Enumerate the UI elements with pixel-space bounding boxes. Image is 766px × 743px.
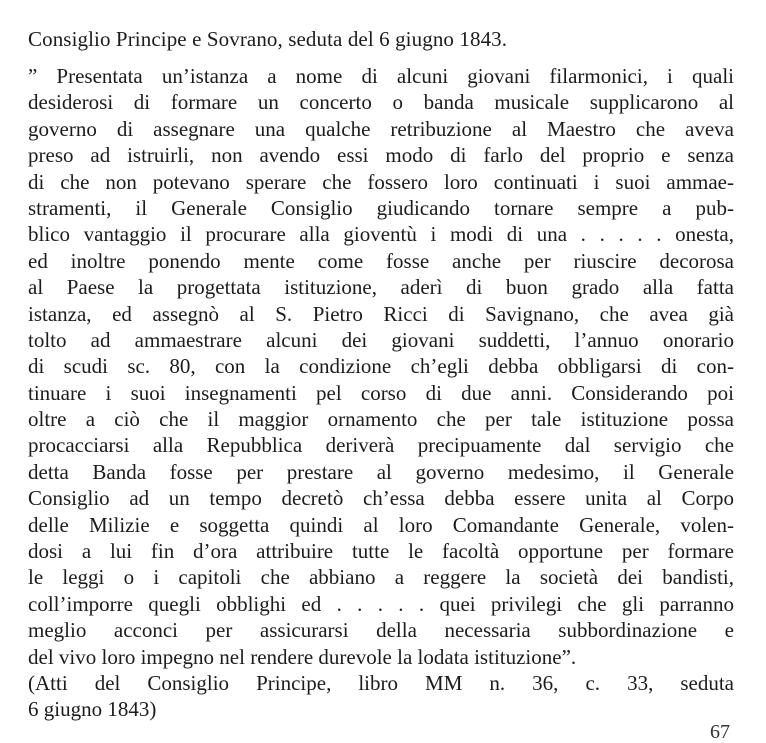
- text-line: di scudi sc. 80, con la condizione ch’egli debba obbligarsi di con-: [28, 354, 734, 379]
- text-line: Consiglio ad un tempo decretò ch’essa debba essere unita al Corpo: [28, 486, 734, 511]
- text-line: blico vantaggio il procurare alla gioventù i modi di una . . . . . onesta,: [28, 222, 734, 247]
- quoted-paragraph: [28, 63, 734, 723]
- text-line: detta Banda fosse per prestare al governo medesimo, il Generale: [28, 459, 734, 484]
- text-line: tinuare i suoi insegnamenti pel corso di due anni. Considerando poi: [28, 380, 734, 405]
- text-line: governo di assegnare una qualche retribuzione al Maestro che aveva: [28, 116, 734, 141]
- text-line: preso ad istruirli, non avendo essi modo di farlo del proprio e senza: [28, 143, 734, 168]
- text-line: oltre a ciò che il maggior ornamento che per tale istituzione possa: [28, 407, 734, 432]
- page-number: 67: [710, 721, 730, 743]
- text-line: stramenti, il Generale Consiglio giudicando tornare sempre a pub-: [28, 195, 734, 220]
- text-line: dosi a lui fin d’ora attribuire tutte le facoltà opportune per formare: [28, 539, 734, 564]
- text-line: procacciarsi alla Repubblica deriverà precipuamente dal servigio che: [28, 433, 734, 458]
- text-line: tolto ad ammaestrare alcuni dei giovani suddetti, l’annuo onorario: [28, 327, 734, 352]
- document-heading: Consiglio Principe e Sovrano, seduta del 6 giugno 1843.: [28, 27, 508, 51]
- text-line: meglio acconci per assicurarsi della necessaria subbordinazione e: [28, 618, 734, 643]
- text-line: al Paese la progettata istituzione, aderì di buon grado alla fatta: [28, 275, 734, 300]
- text-line: del vivo loro impegno nel rendere durevole la lodata istituzione”.: [28, 644, 577, 669]
- text-line: delle Milizie e soggetta quindi al loro Comandante Generale, volen-: [28, 512, 734, 537]
- text-line: coll’imporre quegli obblighi ed . . . . . quei privilegi che gli parranno: [28, 591, 734, 616]
- text-line: desiderosi di formare un concerto o banda musicale supplicarono al: [28, 90, 734, 115]
- text-line: di che non potevano sperare che fossero loro continuati i suoi ammae-: [28, 169, 734, 194]
- citation-line: 6 giugno 1843): [28, 697, 157, 722]
- text-line: istanza, ed assegnò al S. Pietro Ricci di Savignano, che avea già: [28, 301, 734, 326]
- citation-line: (Atti del Consiglio Principe, libro MM n. 36, c. 33, seduta: [28, 670, 734, 695]
- text-line: le leggi o i capitoli che abbiano a reggere la società dei bandisti,: [28, 565, 734, 590]
- text-line: ed inoltre ponendo mente come fosse anche per riuscire decorosa: [28, 248, 734, 273]
- text-line: ” Presentata un’istanza a nome di alcuni giovani filarmonici, i quali: [28, 64, 734, 88]
